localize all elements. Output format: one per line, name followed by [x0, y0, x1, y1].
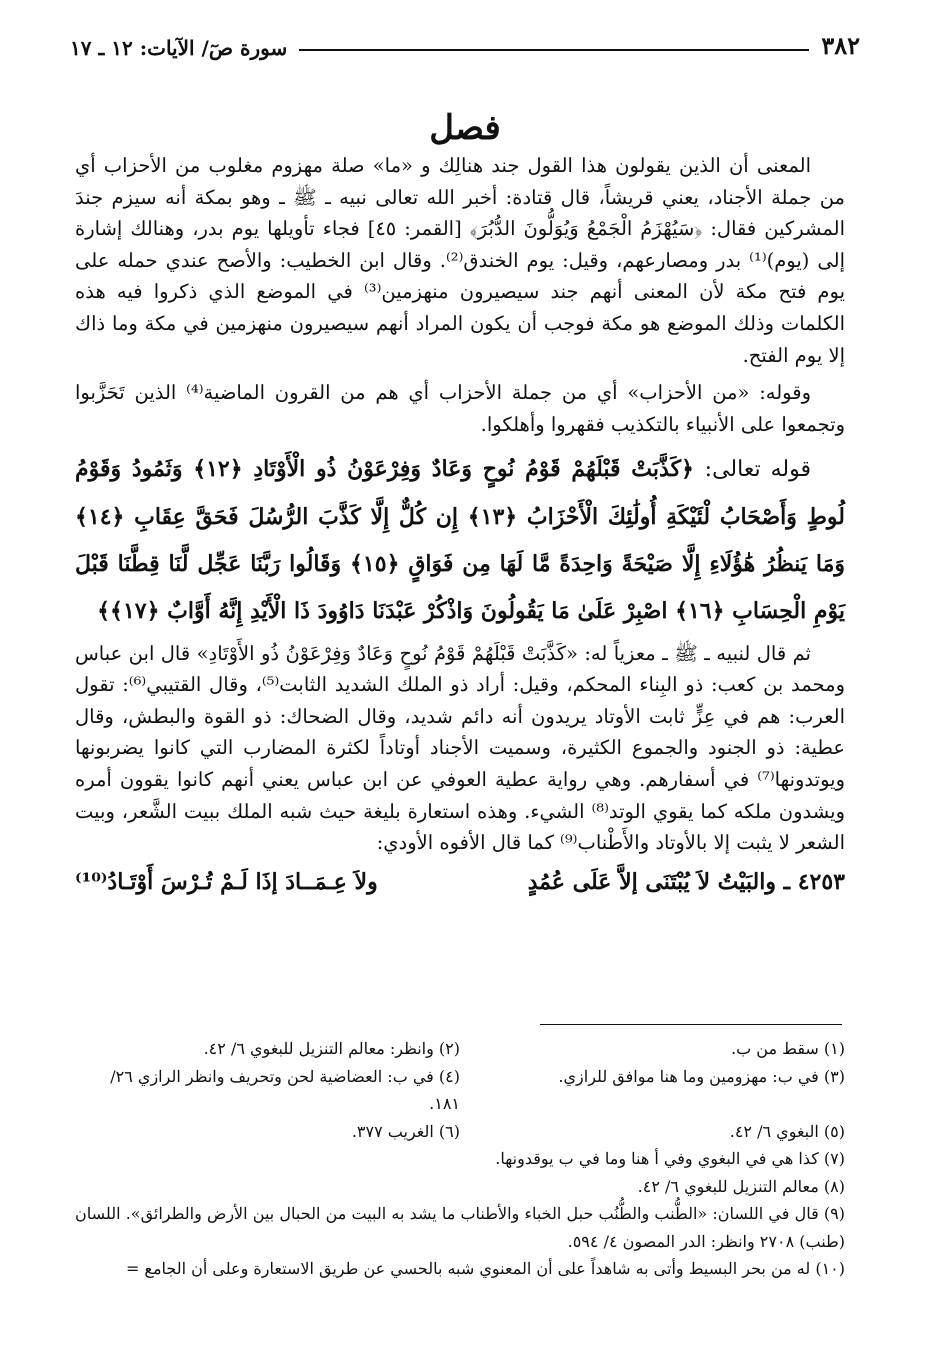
quran-verses: ﴿كَذَّبَتْ قَبْلَهُمْ قَوْمُ نُوحٍ وَعَادٌ وَفِرْعَوْنُ ذُو الْأَوْتَادِ ﴿١٢﴾ وَثَمُودُ وَقَوْمُ لُوطٍ وَأَصْحَابُ لْئَيْكَةِ أُولَٰئِكَ الْأَحْزَابُ ﴿١٣﴾ إِن كُلٌّ إِلَّا كَذَّبَ الرُّسُلَ فَحَقَّ عِقَابِ ﴿١٤﴾ وَمَا يَنظُرُ هَٰؤُلَاءِ إِلَّا صَيْحَةً وَاحِدَةً مَّا لَهَا مِن فَوَاقٍ ﴿١٥﴾ وَقَالُوا رَبَّنَا عَجِّل لَّنَا قِطَّنَا قَبْلَ يَوْمِ الْحِسَابِ ﴿١٦﴾ اصْبِرْ عَلَىٰ مَا يَقُولُونَ وَاذْكُرْ عَبْدَنَا دَاوُودَ ذَا الْأَيْدِ إِنَّهُ أَوَّابٌ ﴿١٧﴾﴾ — [75, 456, 845, 625]
footnote: (٨) معالم التنزيل للبغوي ٦/ ٤٢. — [637, 1176, 845, 1196]
page-number: ٣٨٢ — [821, 31, 860, 60]
footnote: (٢) وانظر: معالم التنزيل للبغوي ٦/ ٤٢. — [203, 1039, 460, 1058]
running-title: سورة صٓ/ الآيات: ١٢ ـ ١٧ — [70, 36, 288, 60]
footnotes — [75, 1035, 845, 1283]
main-text — [75, 150, 845, 904]
footnote: (٦) الغريب ٣٧٧. — [351, 1121, 460, 1141]
footnote: (١) سقط من ب. — [731, 1039, 845, 1058]
running-header — [70, 26, 860, 60]
footnote: (٧) كذا هي في البغوي وفي أ هنا وما في ب يوقدونها. — [495, 1149, 845, 1168]
section-heading: فصل — [429, 108, 501, 148]
footnote: (٩) قال في اللسان: «الطُّنب والطُّنُب حبل الخباء والأطناب ما يشد به البيت من الحبال بين الأرض والطرائق». اللسان (طنب) ٢٧٠٨ وانظر: الدر المصون ٤/ ٥٩٤. — [75, 1204, 845, 1251]
poem-verse — [75, 867, 845, 899]
quran-lead: قوله تعالى: — [704, 457, 811, 483]
quran-passage — [75, 446, 845, 635]
poem-first-hemistich: ٤٢٥٣ ـ والبَيْتُ لاَ يُبْتَنَى إلاَّ عَلَى عُمُدٍ — [527, 868, 845, 895]
footnote-divider — [540, 1024, 842, 1025]
footnote: (٣) في ب: مهزومين وما هنا موافق للرازي. — [558, 1066, 845, 1086]
header-rule — [299, 49, 809, 51]
paragraph: المعنى أن الذين يقولون هذا القول جند هنالِك و «ما» صلة مهزوم مغلوب من الأحزاب أي من جملة الأجناد، يعني قريشاً، قال قتادة: أخبر الله تعالى نبيه ـ ﷺ ـ وهو بمكة أنه سيزم جندَ المشركين فقال: ﴿سَيُهْزَمُ الْجَمْعُ وَيُوَلُّونَ الدُّبُرَ﴾ [القمر: ٤٥] فجاء تأويلها يوم بدر، وهنالك إشارة إلى (يوم)⁽¹⁾ بدر ومصارعهم، وقيل: يوم الخندق⁽²⁾. وقال ابن الخطيب: والأصح عندي حمله على يوم فتح مكة لأن المعنى أنهم جند سيصيرون منهزمين⁽³⁾ في الموضع الذي ذكروا فيه هذه الكلمات وذلك الموضع هو مكة فوجب أن يكون المراد أنهم سيصيرون منهزمين في مكة وما ذاك إلا يوم الفتح. — [75, 154, 846, 367]
footnote: (١٠) له من بحر البسيط وأتى به شاهداً على أن المعنوي شبه بالحسي عن طريق الاستعارة وعلى أن الجامع = — [125, 1259, 845, 1278]
paragraph: وقوله: «من الأحزاب» أي من جملة الأحزاب أي هم من القرون الماضية⁽⁴⁾ الذين تَحَزَّبوا وتجمعوا على الأنبياء بالتكذيب فقهروا وأهلكوا. — [75, 381, 845, 436]
paragraph: ثم قال لنبيه ـ ﷺ ـ معزياً له: «كَذَّبَتْ قَبْلَهُمْ قَوْمُ نُوحٍ وَعَادٌ وَفِرْعَوْنُ ذُو الأَوْتَادِ» قال ابن عباس ومحمد بن كعب: ذو البِناء المحكم، وقيل: أراد ذو الملك الشديد الثابت⁽⁵⁾، وقال القتيبي⁽⁶⁾: تقول العرب: هم في عِزٍّ ثابت الأوتاد يريدون أنه دائم شديد، وقال الضحاك: ذو القوة والبطش، وقال عطية: ذو الجنود والجموع الكثيرة، وسميت الأجناد أوتاداً لكثرة المضارب التي كانوا يضربونها ويوتدونها⁽⁷⁾ في أسفارهم. وهي رواية عطية العوفي عن ابن عباس يعني أنهم كانوا يقوون أمره ويشدون ملكه كما يقوي الوتد⁽⁸⁾ الشيء. وهذه استعارة بليغة حيث شبه الملك ببيت الشَّعر، وبيت الشعر لا يثبت إلا بالأوتاد والأَطْناب⁽⁹⁾ كما قال الأفوه الأودي: — [75, 641, 846, 855]
footnote: (٤) في ب: العضاضية لحن وتحريف وانظر الرازي ٢٦/ ١٨١. — [110, 1066, 460, 1113]
poem-second-hemistich: ولاَ عِـمَــادَ إذَا لَـمْ تُـرْسَ أَوْتَـادُ⁽¹⁰⁾ — [75, 868, 378, 895]
footnote: (٥) البغوي ٦/ ٤٢. — [729, 1121, 845, 1141]
